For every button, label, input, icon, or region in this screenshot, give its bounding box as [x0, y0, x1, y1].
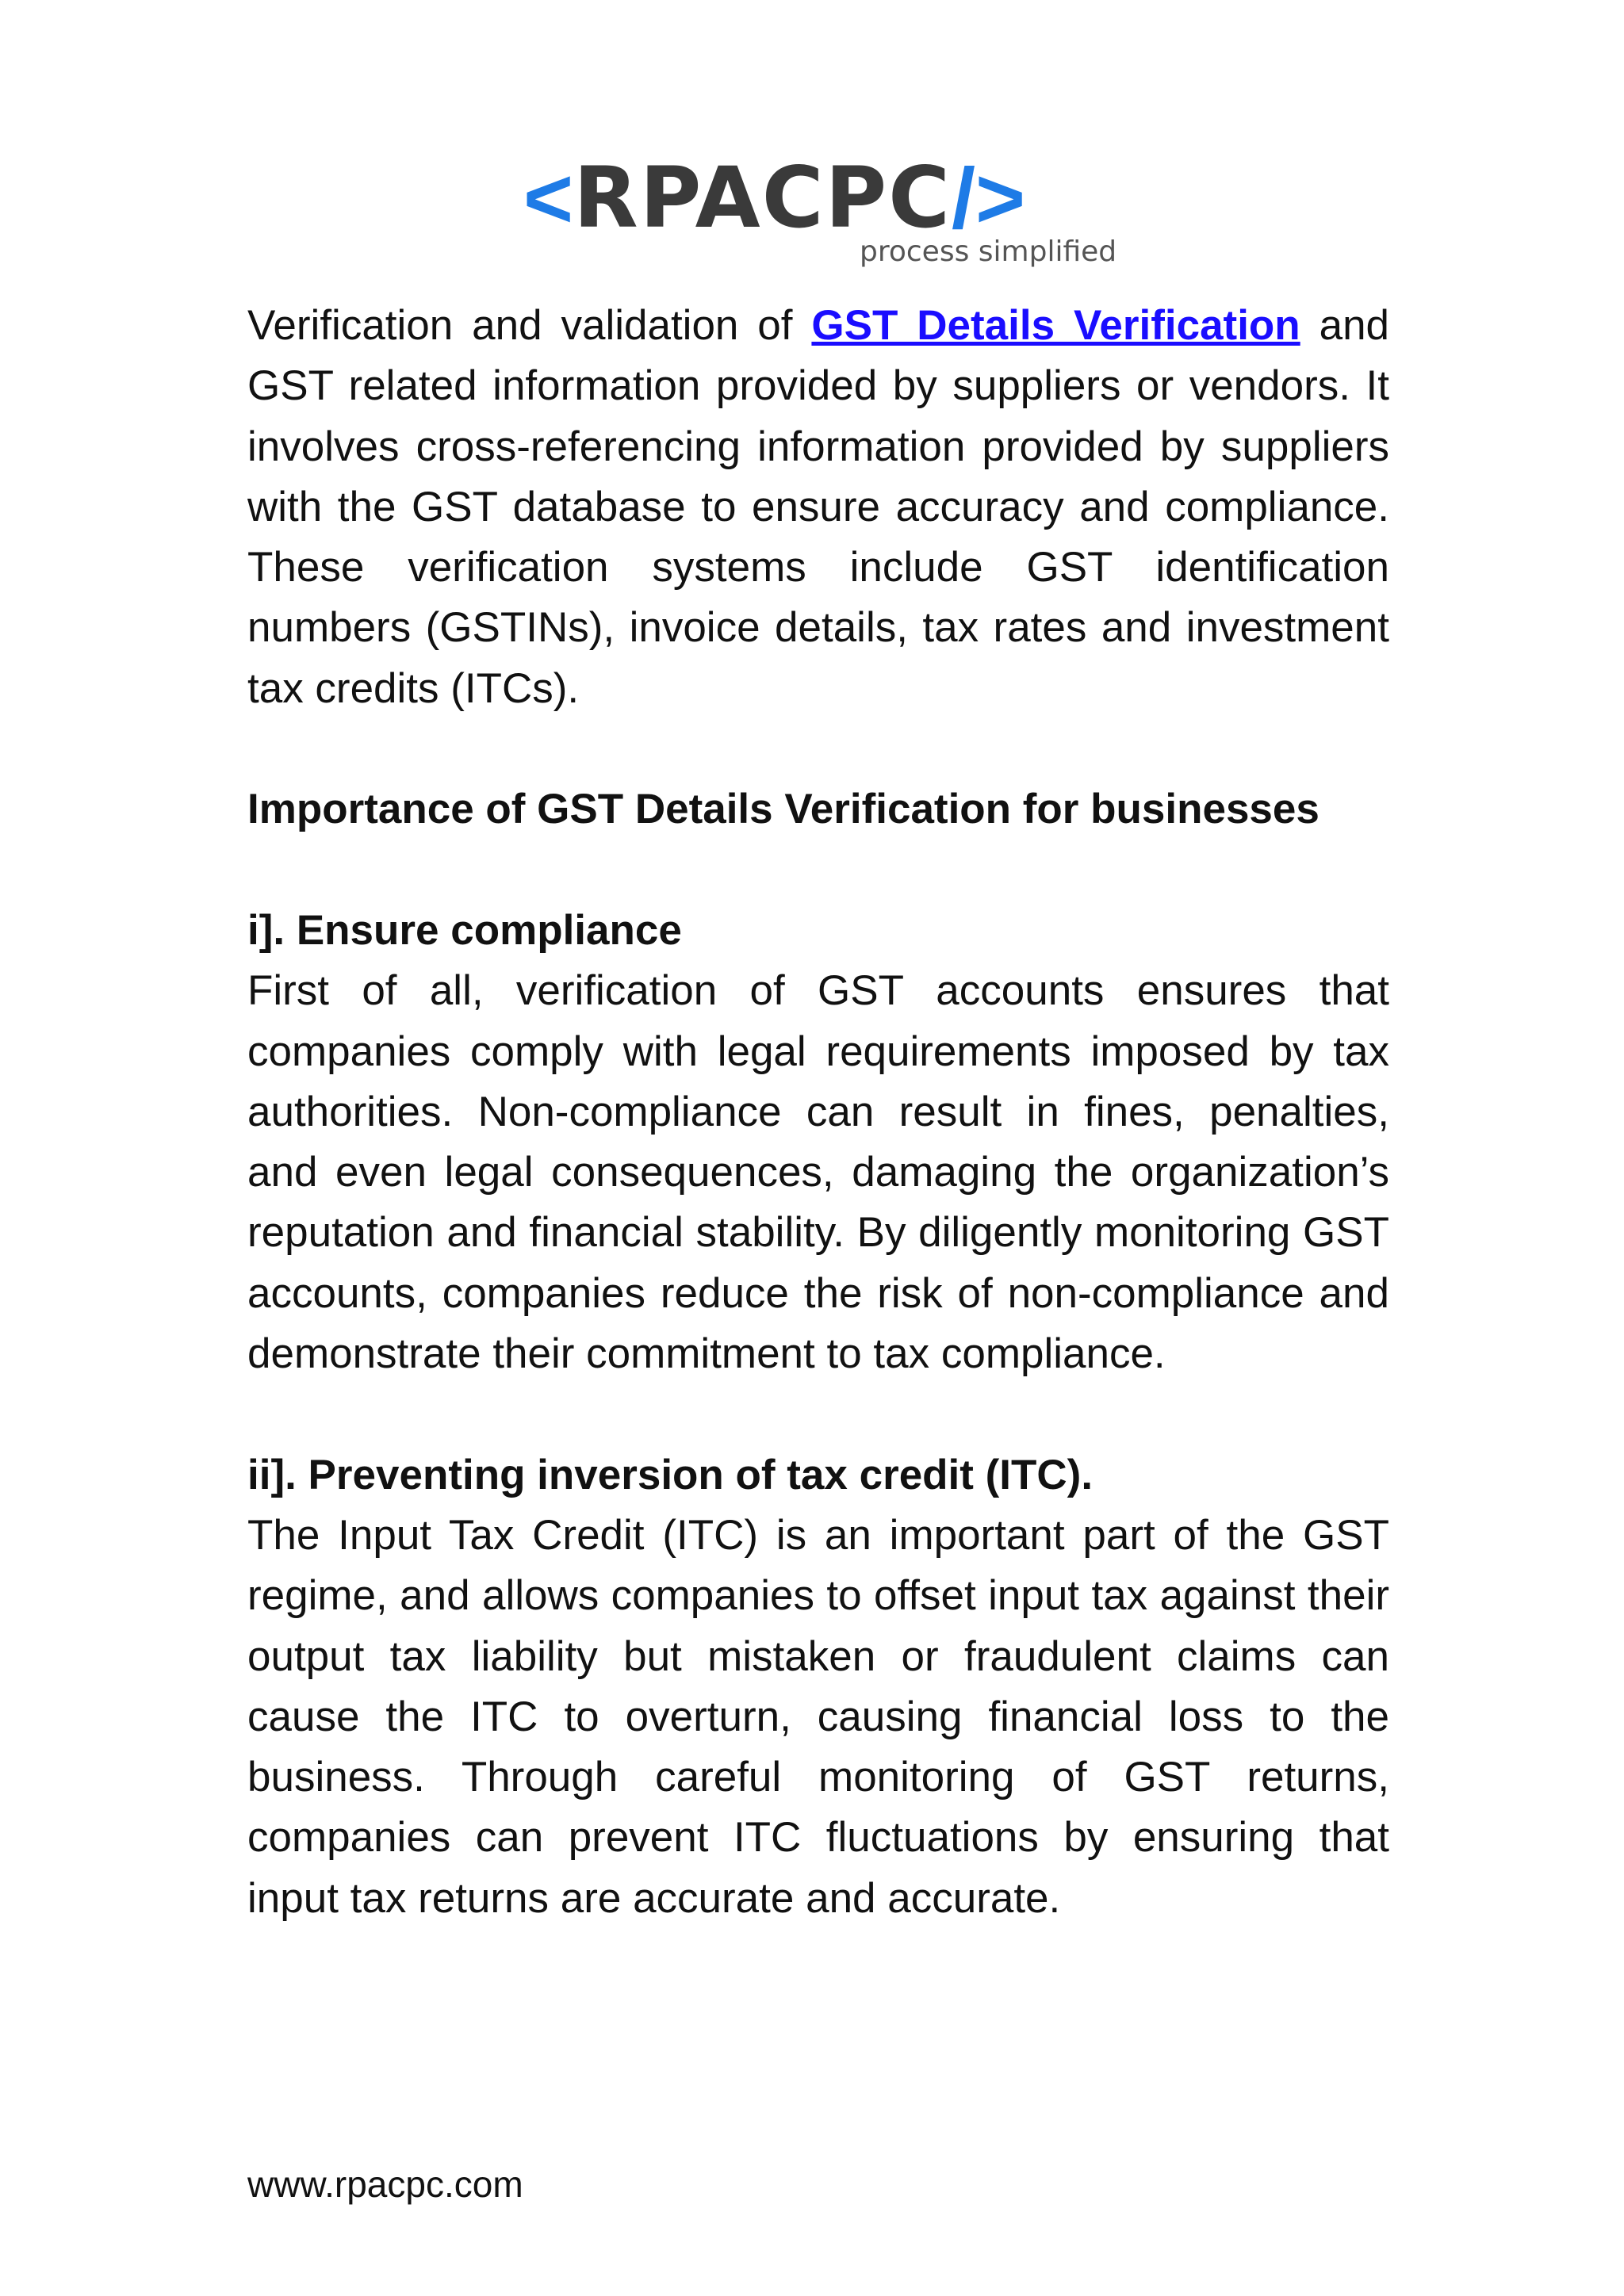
- logo-open-bracket: <: [523, 150, 574, 246]
- spacer: [247, 719, 1389, 779]
- item-body-1: First of all, verification of GST accounts ensures that companies comply with legal requirements imposed by tax authorities. Non-compliance can result in fines, penalties, and even legal consequences, damaging the organization’s reputation and financial stability. By diligently monitoring GST accounts, companies reduce the risk of non-compliance and demonstrate their commitment to tax compliance.: [247, 967, 1389, 1378]
- document-body: [247, 296, 1389, 1929]
- item-heading-2: ii]. Preventing inversion of tax credit (ITC).: [247, 1451, 1094, 1498]
- logo-word: RPACPC: [573, 149, 952, 247]
- logo-close-bracket: >: [975, 150, 1026, 246]
- section-title: Importance of GST Details Verification for businesses: [247, 786, 1320, 833]
- logo-slash: /: [951, 150, 975, 246]
- logo-tagline: process simplified: [860, 235, 1117, 268]
- intro-suffix: and GST related information provided by suppliers or vendors. It involves cross-referencing information provided by suppliers with the GST database to ensure accuracy and compliance. These verification systems include GST identification numbers (GSTINs), invoice details, tax rates and investment tax credits (ITCs).: [247, 302, 1390, 712]
- logo-wordmark: [523, 149, 1126, 247]
- intro-prefix: Verification and validation of: [247, 302, 812, 349]
- spacer: [247, 840, 1389, 901]
- rpacpc-logo: [523, 149, 1126, 274]
- spacer: [247, 1384, 1389, 1445]
- footer-url: www.rpacpc.com: [247, 2164, 523, 2205]
- item-heading-1: i]. Ensure compliance: [247, 906, 682, 954]
- gst-details-verification-link[interactable]: GST Details Verification: [811, 302, 1300, 349]
- intro-paragraph: [247, 296, 1389, 719]
- item-body-2: The Input Tax Credit (ITC) is an important part of the GST regime, and allows companies to offset input tax against their output tax liability but mistaken or fraudulent claims can cause the ITC to overturn, causing financial loss to the business. Through careful monitoring of GST returns, companies can prevent ITC fluctuations by ensuring that input tax returns are accurate and accurate.: [247, 1511, 1389, 1922]
